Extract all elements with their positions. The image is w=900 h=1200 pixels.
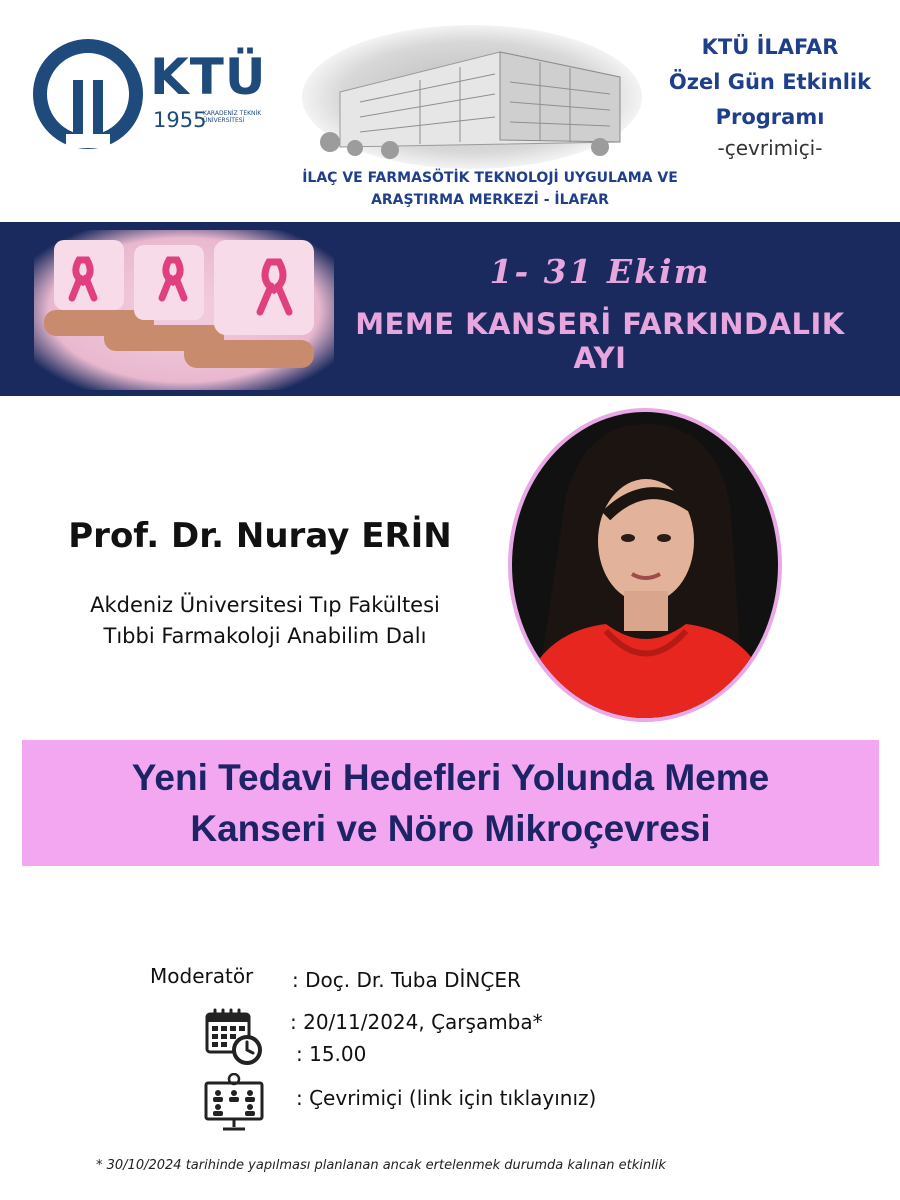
logo-year: 1955 <box>153 108 207 132</box>
center-title <box>270 167 710 211</box>
center-title-line2: ARAŞTIRMA MERKEZİ - İLAFAR <box>371 192 609 208</box>
logo-wordmark: KTÜ <box>150 48 267 106</box>
affiliation-line2: Tıbbi Farmakoloji Anabilim Dalı <box>103 624 427 648</box>
date-value: : 20/11/2024, Çarşamba* <box>290 1010 543 1034</box>
banner-title: MEME KANSERİ FARKINDALIK AYI <box>355 307 845 375</box>
affiliation-line1: Akdeniz Üniversitesi Tıp Fakültesi <box>90 593 440 617</box>
online-meeting-icon[interactable] <box>203 1073 265 1133</box>
talk-title-line1: Yeni Tedavi Hedefleri Yolunda Meme <box>131 757 770 798</box>
banner-photo <box>34 230 334 390</box>
program-title-line2: Özel Gün Etkinlik <box>668 70 872 94</box>
online-link[interactable]: : Çevrimiçi (link için tıklayınız) <box>296 1086 597 1110</box>
center-title-line1: İLAÇ VE FARMASÖTİK TEKNOLOJİ UYGULAMA VE <box>302 170 678 186</box>
speaker-affiliation <box>30 590 500 652</box>
moderator-value: : Doç. Dr. Tuba DİNÇER <box>292 968 521 992</box>
banner-date: 1- 31 Ekim <box>489 252 711 291</box>
program-subtitle: -çevrimiçi- <box>717 136 823 160</box>
awareness-banner <box>0 222 900 396</box>
calendar-clock-icon <box>205 1008 263 1066</box>
time-value: : 15.00 <box>296 1042 367 1066</box>
logo-subtitle: KARADENİZ TEKNİK ÜNİVERSİTESİ <box>203 110 262 124</box>
ktu-logo <box>32 38 292 153</box>
talk-title-box <box>22 740 879 866</box>
moderator-label: Moderatör <box>150 964 254 988</box>
speaker-name: Prof. Dr. Nuray ERİN <box>68 516 452 556</box>
talk-title-line2: Kanseri ve Nöro Mikroçevresi <box>190 808 711 849</box>
speaker-portrait <box>506 406 784 724</box>
footnote: * 30/10/2024 tarihinde yapılması planlanan ancak ertelenmek durumda kalınan etkinlik <box>96 1158 666 1173</box>
building-image <box>300 22 645 172</box>
program-title-line1: KTÜ İLAFAR <box>701 35 839 59</box>
program-title-line3: Programı <box>715 105 825 129</box>
talk-title <box>51 752 851 854</box>
ktu-emblem-icon <box>32 38 144 150</box>
program-title <box>650 30 890 161</box>
